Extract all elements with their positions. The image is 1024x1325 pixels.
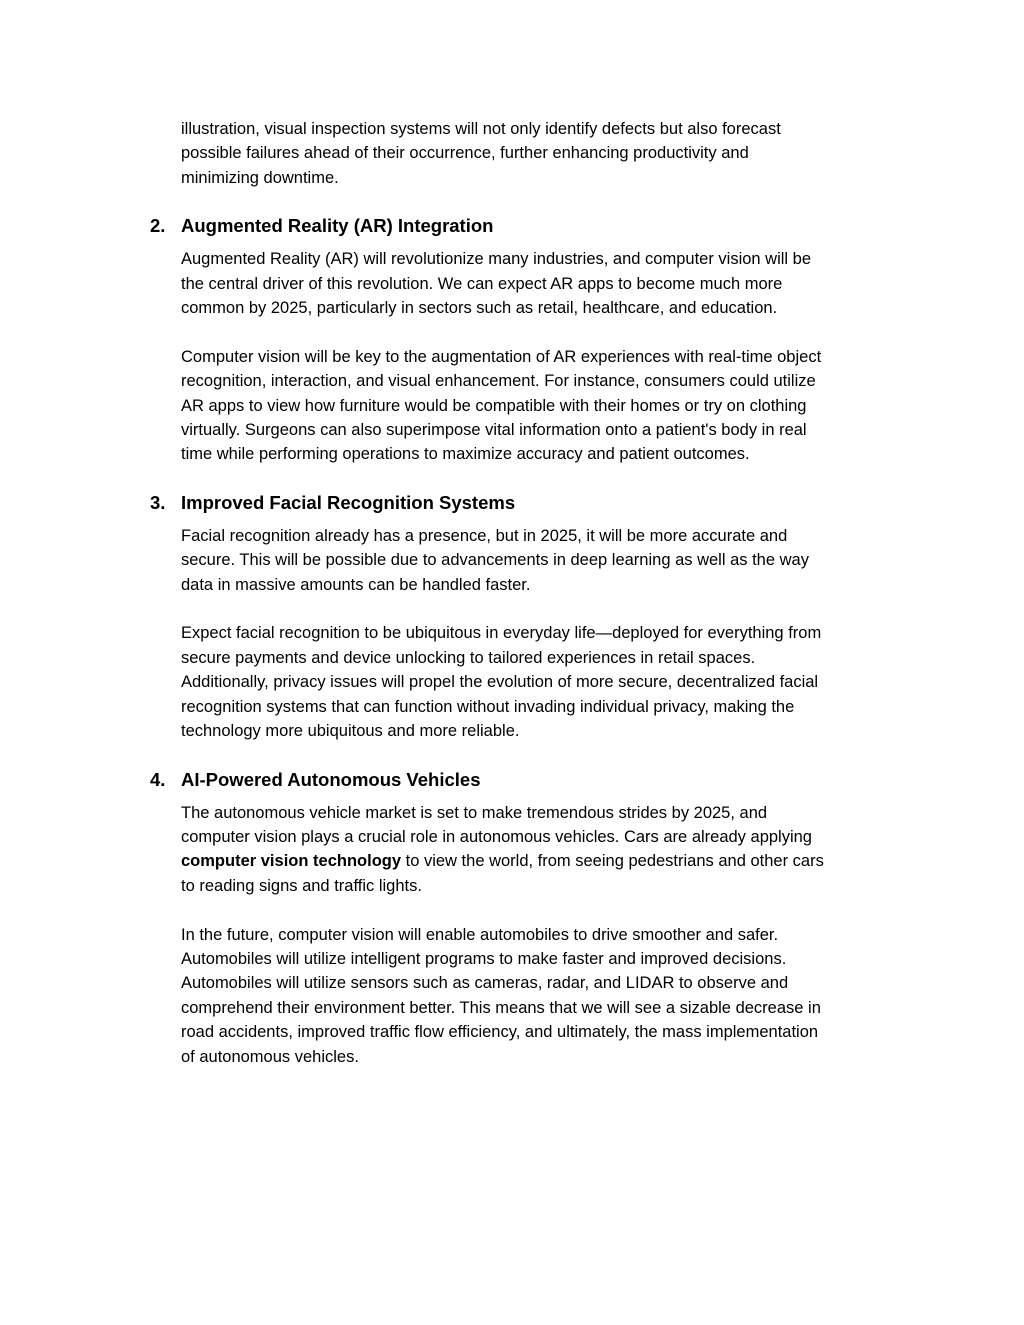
section-autonomous-vehicles [150, 768, 901, 1069]
text-line: common by 2025, particularly in sectors such as retail, healthcare, and education. [181, 299, 778, 318]
text-line: Expect facial recognition to be ubiquitous in everyday life—deployed for everything from [181, 624, 822, 643]
section-paragraph [181, 524, 901, 597]
text-line: Automobiles will utilize sensors such as cameras, radar, and LIDAR to observe and [181, 974, 789, 993]
section-title: AI-Powered Autonomous Vehicles [181, 768, 481, 790]
section-number: 2. [150, 215, 166, 237]
section-paragraph [181, 345, 901, 467]
paragraph-gap [181, 320, 901, 344]
text-line [181, 849, 901, 873]
paragraph-gap [181, 597, 901, 621]
text-line: secure payments and device unlocking to tailored experiences in retail spaces. [181, 648, 756, 667]
text-line: recognition systems that can function without invading individual privacy, making the [181, 697, 795, 716]
section-facial-recognition [150, 491, 901, 744]
section-ar-integration [150, 214, 901, 467]
text-line: technology more ubiquitous and more reliable. [181, 722, 520, 741]
section-number: 3. [150, 491, 166, 513]
section-paragraph [181, 621, 901, 743]
text-line: recognition, interaction, and visual enhancement. For instance, consumers could utilize [181, 372, 816, 391]
text-run: to view the world, from seeing pedestrians and other cars [401, 852, 824, 871]
text-line: Computer vision will be key to the augmentation of AR experiences with real-time object [181, 347, 822, 366]
bold-phrase: computer vision technology [181, 852, 402, 871]
section-title: Improved Facial Recognition Systems [181, 491, 516, 513]
text-line: possible failures ahead of their occurrence, further enhancing productivity and [181, 144, 749, 163]
section-heading [150, 491, 901, 515]
text-line: to reading signs and traffic lights. [181, 876, 422, 895]
text-line: comprehend their environment better. This means that we will see a sizable decrease in [181, 998, 821, 1017]
text-line: In the future, computer vision will enable automobiles to drive smoother and safer. [181, 925, 779, 944]
text-line: road accidents, improved traffic flow efficiency, and ultimately, the mass implementation [181, 1023, 819, 1042]
text-line: minimizing downtime. [181, 168, 339, 187]
intro-paragraph [181, 117, 901, 190]
section-title: Augmented Reality (AR) Integration [181, 215, 494, 237]
document-content [150, 117, 901, 1069]
text-line: virtually. Surgeons can also superimpose vital information onto a patient's body in real [181, 421, 807, 440]
text-line: Facial recognition already has a presence, but in 2025, it will be more accurate and [181, 526, 788, 545]
section-heading [150, 214, 901, 238]
text-line: secure. This will be possible due to advancements in deep learning as well as the way [181, 551, 809, 570]
section-paragraph [181, 923, 901, 1069]
text-line: Automobiles will utilize intelligent programs to make faster and improved decisions. [181, 949, 787, 968]
section-paragraph [181, 801, 901, 899]
section-heading [150, 768, 901, 792]
text-line: data in massive amounts can be handled faster. [181, 575, 531, 594]
text-line: illustration, visual inspection systems will not only identify defects but also forecast [181, 120, 781, 138]
text-line: AR apps to view how furniture would be compatible with their homes or try on clothing [181, 396, 807, 415]
text-line: time while performing operations to maximize accuracy and patient outcomes. [181, 445, 750, 464]
text-line: of autonomous vehicles. [181, 1047, 359, 1066]
text-line: Augmented Reality (AR) will revolutionize many industries, and computer vision will be [181, 250, 812, 269]
section-paragraph [181, 247, 901, 320]
text-line: The autonomous vehicle market is set to make tremendous strides by 2025, and [181, 803, 768, 822]
text-line: the central driver of this revolution. We can expect AR apps to become much more [181, 274, 783, 293]
paragraph-gap [181, 898, 901, 922]
text-line: computer vision plays a crucial role in autonomous vehicles. Cars are already applying [181, 827, 812, 846]
section-number: 4. [150, 768, 166, 790]
text-line: Additionally, privacy issues will propel the evolution of more secure, decentralized facial [181, 673, 819, 692]
